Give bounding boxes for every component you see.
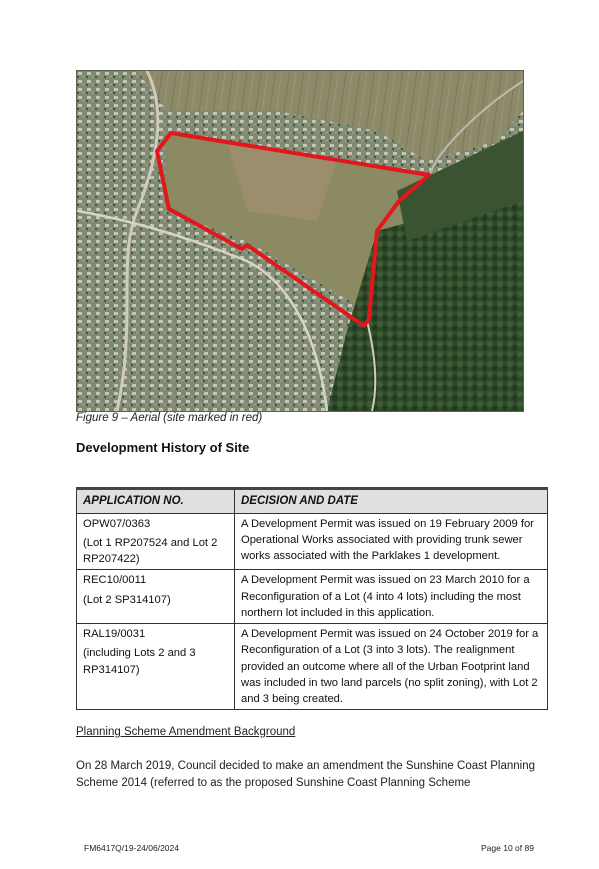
table-row	[77, 513, 548, 570]
planning-paragraph: On 28 March 2019, Council decided to make an amendment the Sunshine Coast Planning Scheme 2014 (referred to as the proposed Sunshine Coast Planning Scheme	[76, 760, 536, 790]
column-header-application: APPLICATION NO.	[77, 489, 235, 514]
application-cell	[77, 624, 235, 710]
application-number: REC10/0011	[83, 574, 147, 587]
figure-caption: Figure 9 – Aerial (site marked in red)	[76, 412, 263, 424]
application-lots: (including Lots 2 and 3 RP314107)	[83, 647, 196, 676]
table-header-row	[77, 489, 548, 514]
decision-cell: A Development Permit was issued on 19 February 2009 for Operational Works associated with providing trunk sewer works associated with the Parklakes 1 development.	[235, 513, 548, 570]
table-row	[77, 624, 548, 710]
column-header-decision: DECISION AND DATE	[235, 489, 548, 514]
application-number: OPW07/0363	[83, 517, 151, 530]
section-heading: Development History of Site	[76, 440, 250, 455]
aerial-image	[77, 71, 523, 411]
development-history-table	[76, 487, 548, 710]
table-row	[77, 570, 548, 624]
application-cell	[77, 513, 235, 570]
footer-page-number: Page 10 of 89	[481, 843, 534, 853]
decision-cell: A Development Permit was issued on 24 October 2019 for a Reconfiguration of a Lot (3 into 3 lots). The realignment provided an outcome where all of the Urban Footprint land was included in two land parcels (no split zoning), with Lot 2 and 3 being created.	[235, 624, 548, 710]
decision-cell: A Development Permit was issued on 23 March 2010 for a Reconfiguration of a Lot (4 into 4 lots) including the most northern lot included in this application.	[235, 570, 548, 624]
application-lots: (Lot 2 SP314107)	[83, 593, 171, 606]
footer-reference: FM6417Q/19-24/06/2024	[84, 843, 179, 853]
application-lots: (Lot 1 RP207524 and Lot 2 RP207422)	[83, 536, 218, 566]
application-cell	[77, 570, 235, 624]
application-number: RAL19/0031	[83, 628, 146, 641]
aerial-photo	[76, 70, 524, 412]
planning-subheading: Planning Scheme Amendment Background	[76, 726, 296, 738]
